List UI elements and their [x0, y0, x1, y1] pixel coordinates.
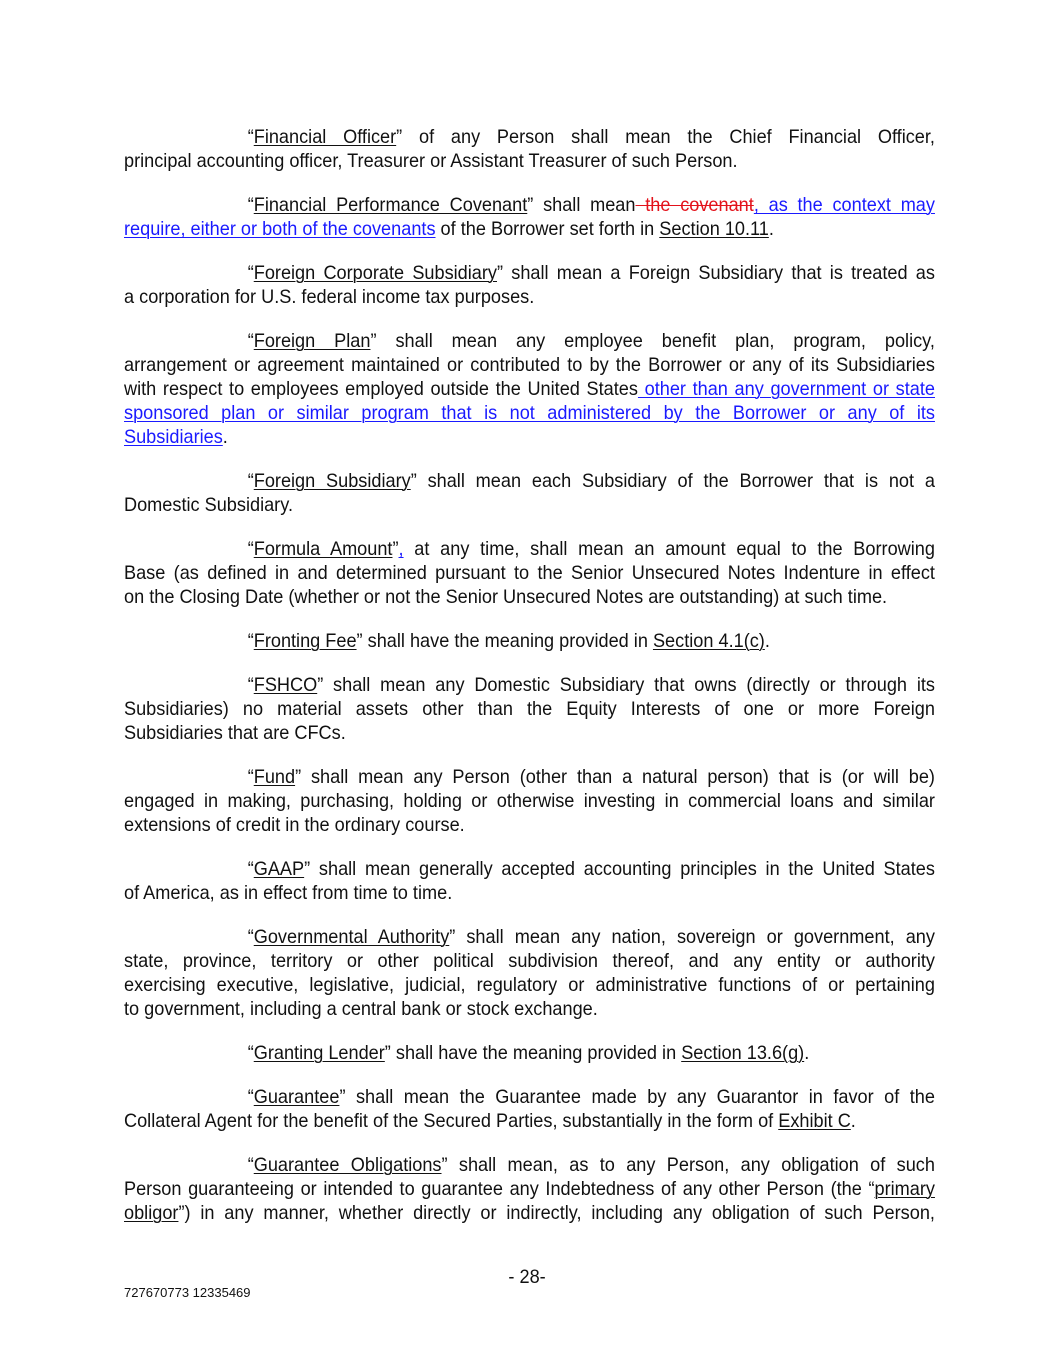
text-line — [124, 881, 935, 905]
text-run: . — [222, 426, 228, 448]
text-run: “ — [247, 858, 254, 880]
text-line — [124, 561, 935, 585]
text-line — [124, 125, 935, 149]
cross-reference: Section 13.6(g) — [681, 1042, 805, 1064]
text-run: . — [764, 630, 770, 652]
definition-paragraph — [124, 857, 935, 905]
defined-term: Guarantee — [253, 1086, 340, 1108]
text-run: principal accounting officer, Treasurer or Assistant Treasurer of such Person. — [124, 150, 738, 172]
definition-paragraph — [124, 1085, 935, 1133]
text-run: Person guaranteeing or intended to guarantee any Indebtedness of any other Person (the “ — [124, 1178, 875, 1200]
definition-paragraph — [124, 629, 935, 653]
text-line — [124, 857, 935, 881]
defined-term: Granting Lender — [253, 1042, 385, 1064]
definition-paragraph — [124, 537, 935, 609]
text-line — [124, 1201, 935, 1225]
definition-paragraph — [124, 925, 935, 1021]
definition-paragraph — [124, 125, 935, 173]
definition-paragraph — [124, 329, 935, 449]
definition-paragraph — [124, 193, 935, 241]
text-run: ” shall mean each Subsidiary of the Borrower that is not a — [410, 470, 935, 492]
text-line — [124, 585, 935, 609]
definition-paragraph — [124, 673, 935, 745]
document-body — [124, 125, 935, 1245]
definition-paragraph — [124, 1153, 935, 1225]
text-line — [124, 425, 935, 449]
text-run: ” shall have the meaning provided in — [356, 630, 653, 652]
text-run: “ — [247, 538, 254, 560]
text-run: “ — [247, 262, 254, 284]
defined-term: Fund — [253, 766, 296, 788]
definition-paragraph — [124, 261, 935, 309]
text-run: of America, as in effect from time to time. — [124, 882, 453, 904]
inserted-text: Subsidiaries — [124, 426, 223, 448]
text-run: . — [850, 1110, 856, 1132]
text-line — [124, 949, 935, 973]
inserted-text: require, either or both of the covenants — [124, 218, 436, 240]
text-line — [124, 765, 935, 789]
text-run: ” of any Person shall mean the Chief Financial Officer, — [396, 126, 935, 148]
text-run: exercising executive, legislative, judicial, regulatory or administrative functions of or pertaining — [124, 974, 935, 996]
text-run: of the Borrower set forth in — [435, 218, 660, 240]
document-id: 727670773 12335469 — [124, 1285, 251, 1300]
defined-term: Financial Performance Covenant — [253, 194, 528, 216]
text-run: “ — [247, 630, 254, 652]
defined-term: Fronting Fee — [253, 630, 357, 652]
text-run: on the Closing Date (whether or not the Senior Unsecured Notes are outstanding) at such time. — [124, 586, 888, 608]
text-line — [124, 697, 935, 721]
text-run: ” shall mean any Person (other than a natural person) that is (or will be) — [295, 766, 935, 788]
text-run: ” shall mean any nation, sovereign or government, any — [449, 926, 935, 948]
text-run: ” shall mean the Guarantee made by any Guarantor in favor of the — [339, 1086, 935, 1108]
defined-term: obligor — [124, 1202, 179, 1224]
text-run: “ — [247, 1086, 254, 1108]
definition-paragraph — [124, 765, 935, 837]
text-line — [124, 925, 935, 949]
text-line — [124, 789, 935, 813]
text-line — [124, 537, 935, 561]
text-run: Collateral Agent for the benefit of the Secured Parties, substantially in the form of — [124, 1110, 779, 1132]
defined-term: Guarantee Obligations — [253, 1154, 442, 1176]
text-run: extensions of credit in the ordinary course. — [124, 814, 465, 836]
text-run: “ — [247, 470, 254, 492]
text-run: ” shall mean, as to any Person, any obligation of such — [441, 1154, 935, 1176]
text-run: with respect to employees employed outside the United States — [124, 378, 638, 400]
defined-term: GAAP — [253, 858, 305, 880]
text-run: ” shall mean generally accepted accounting principles in the United States — [304, 858, 935, 880]
text-run: ” shall have the meaning provided in — [384, 1042, 682, 1064]
text-line — [124, 329, 935, 353]
text-line — [124, 629, 935, 653]
text-line — [124, 493, 935, 517]
text-run: “ — [247, 1042, 254, 1064]
defined-term: Formula Amount — [253, 538, 393, 560]
cross-reference: Section 4.1(c) — [652, 630, 765, 652]
text-run: “ — [247, 926, 254, 948]
text-line — [124, 1109, 935, 1133]
text-run: “ — [247, 674, 254, 696]
page-number: - 28- — [508, 1266, 547, 1288]
text-run: ” — [392, 538, 399, 560]
text-run: “ — [247, 1154, 254, 1176]
text-run: state, province, territory or other political subdivision thereof, and any entity or authority — [124, 950, 935, 972]
text-run: at any time, shall mean an amount equal to the Borrowing — [403, 538, 935, 560]
defined-term: Foreign Subsidiary — [253, 470, 411, 492]
defined-term: Governmental Authority — [253, 926, 450, 948]
text-line — [124, 721, 935, 745]
defined-term: Financial Officer — [253, 126, 397, 148]
text-run: a corporation for U.S. federal income tax purposes. — [124, 286, 535, 308]
text-run: ” shall mean — [527, 194, 636, 216]
inserted-text: sponsored plan or similar program that is not administered by the Borrower or any of its — [124, 402, 935, 424]
text-run: engaged in making, purchasing, holding or otherwise investing in commercial loans and similar — [124, 790, 935, 812]
text-line — [124, 401, 935, 425]
defined-term: Foreign Corporate Subsidiary — [253, 262, 498, 284]
text-line — [124, 149, 935, 173]
deleted-text: the covenant — [635, 194, 754, 216]
text-run: Base (as defined in and determined pursuant to the Senior Unsecured Notes Indenture in effect — [124, 562, 935, 584]
text-run: Subsidiaries that are CFCs. — [124, 722, 346, 744]
inserted-text: , as the context may — [753, 194, 935, 216]
text-run: ” shall mean any Domestic Subsidiary that owns (directly or through its — [317, 674, 935, 696]
cross-reference: Exhibit C — [778, 1110, 851, 1132]
text-line — [124, 217, 935, 241]
text-line — [124, 1153, 935, 1177]
text-run: ” shall mean a Foreign Subsidiary that is treated as — [497, 262, 935, 284]
text-run: Domestic Subsidiary. — [124, 494, 293, 516]
text-line — [124, 997, 935, 1021]
text-run: ”) in any manner, whether directly or indirectly, including any obligation of such Person, — [178, 1202, 935, 1224]
text-run: “ — [247, 194, 254, 216]
text-run: ” shall mean any employee benefit plan, program, policy, — [370, 330, 935, 352]
text-run: to government, including a central bank or stock exchange. — [124, 998, 598, 1020]
cross-reference: Section 10.11 — [659, 218, 769, 240]
text-line — [124, 469, 935, 493]
text-run: . — [804, 1042, 810, 1064]
text-line — [124, 261, 935, 285]
text-line — [124, 193, 935, 217]
text-run: arrangement or agreement maintained or contributed to by the Borrower or any of its Subsidiaries — [124, 354, 935, 376]
text-line — [124, 973, 935, 997]
defined-term: FSHCO — [253, 674, 318, 696]
text-line — [124, 813, 935, 837]
text-run: “ — [247, 126, 254, 148]
text-run: “ — [247, 330, 254, 352]
text-line — [124, 285, 935, 309]
text-line — [124, 1041, 935, 1065]
text-line — [124, 1177, 935, 1201]
text-line — [124, 1085, 935, 1109]
text-line — [124, 353, 935, 377]
defined-term: primary — [874, 1178, 935, 1200]
text-run: “ — [247, 766, 254, 788]
text-run: . — [768, 218, 774, 240]
text-line — [124, 377, 935, 401]
definition-paragraph — [124, 1041, 935, 1065]
text-line — [124, 673, 935, 697]
inserted-text: other than any government or state — [637, 378, 935, 400]
definition-paragraph — [124, 469, 935, 517]
defined-term: Foreign Plan — [253, 330, 371, 352]
text-run: Subsidiaries) no material assets other than the Equity Interests of one or more Foreign — [124, 698, 935, 720]
inserted-text: , — [398, 538, 404, 560]
